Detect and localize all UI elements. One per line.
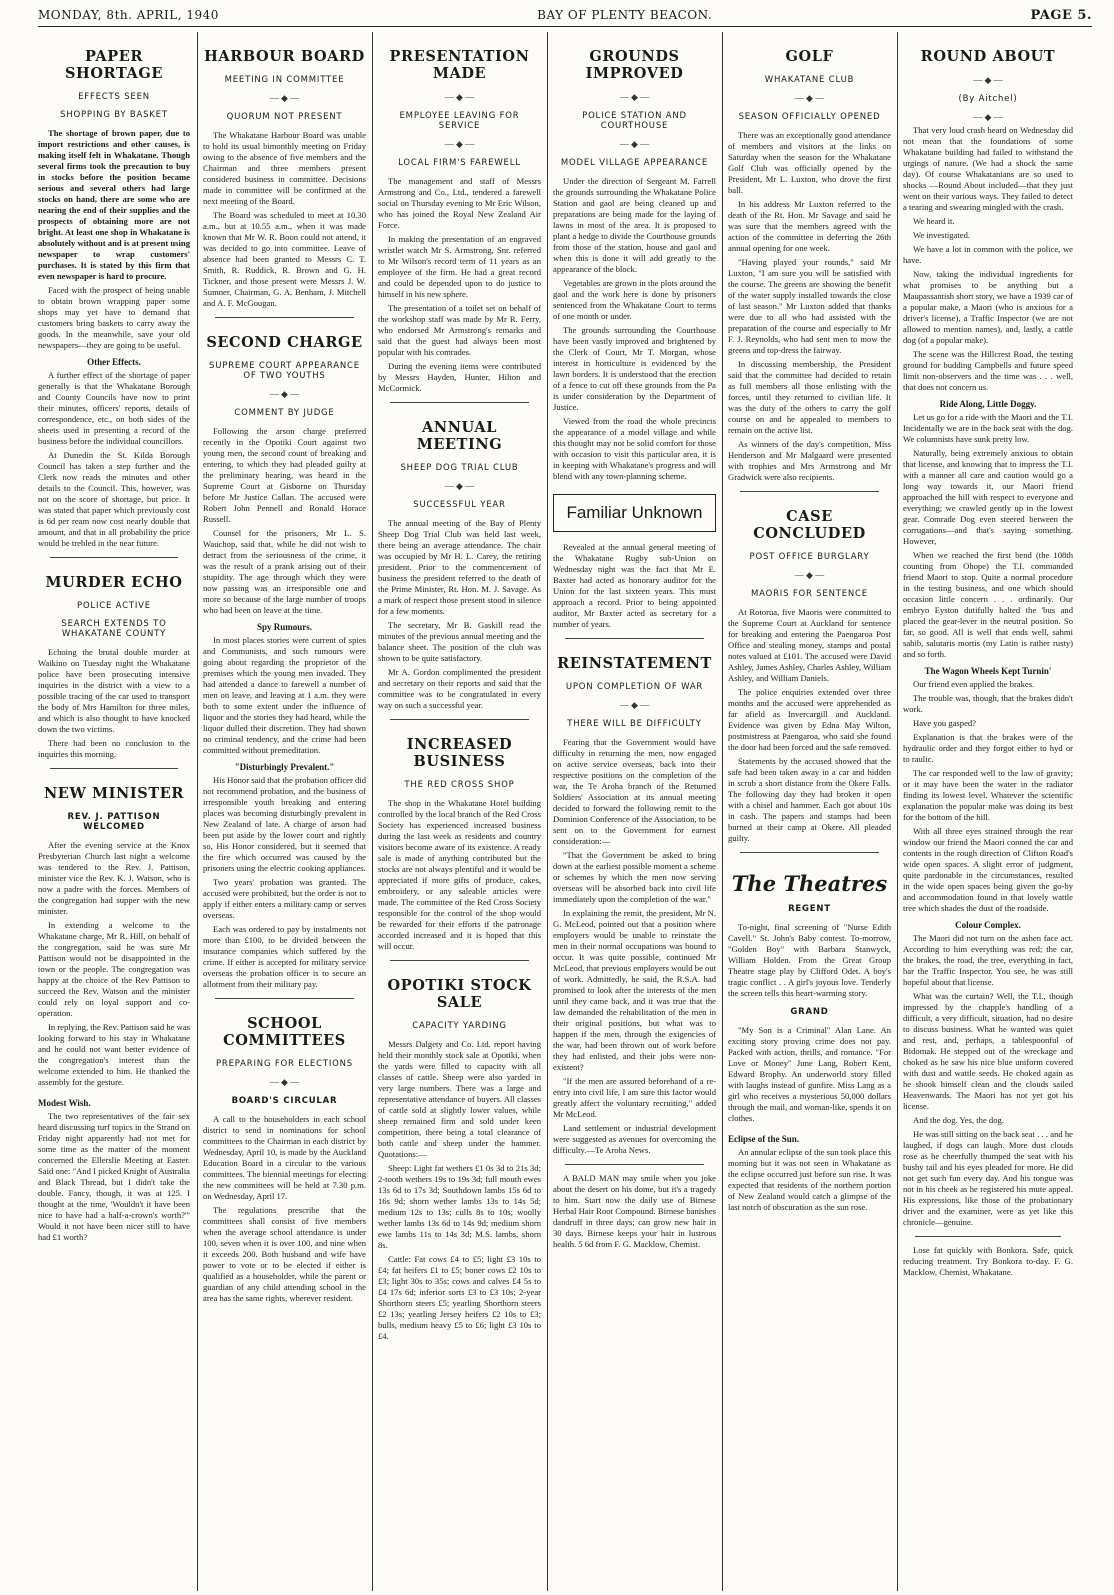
paragraph: In making the presentation of an engraved wristlet watch Mr S. Armstrong, Snr. referred to Mr Wilson's record term of 11 years as an employee of the firm. He had a great record and could be depended upon to do justice to himself in his new sphere.: [378, 234, 541, 299]
headline: ROUND ABOUT: [920, 48, 1056, 65]
paragraph: There had been no conclusion to the inquiries this morning.: [38, 738, 190, 759]
masthead: [38, 4, 1092, 27]
article-reinstatement: [553, 655, 716, 1156]
ornament: — ◆ —: [973, 75, 1003, 85]
paragraph: He was still sitting on the back seat . . . and he laughed, if dogs can laugh. More dust clouds rose as he cheerfully thumped the seat with his bushy tail and his eyes pleaded for more. He did not get such fun every day. And his tongue was not in his cheek as he registered his mute appeal. His expressions, like those of the probationary driver and the examiner, were as yet like this chronicle—genuine.: [903, 1129, 1073, 1227]
paragraph: The trouble was, though, that the brakes didn't work.: [903, 693, 1073, 714]
paragraph: A call to the householders in each school district to send in nominations for school committees to the Chairman in each district by Wednesday, April 10, is made by the Auckland Education Board in a circular to the various committees. The biennial meetings for electing the new committees will be held at 7.30 p.m. on Wednesday, April 17.: [203, 1114, 366, 1201]
paragraph: A further effect of the shortage of paper generally is that the Whakatane Borough and County Councils have now to print their minutes, officers' reports, details of correspondence, etc., on both sides of the sheets used in presenting a record of the business before the individual councillors.: [38, 370, 190, 446]
paragraph: The scene was the Hillcrest Road, the testing ground for budding Campbells and future speed limit non-observers and the time was . . . well, that does not concern us.: [903, 349, 1073, 392]
column-rule: [372, 32, 373, 1591]
paragraph: The shop in the Whakatane Hotel building controlled by the local branch of the Red Cross Society has experienced increased business during the last week as residents and country visitors become aware of its existence. A ready sale is made of anything contributed but the stocks are not always plentiful and it would be appreciated if more gifts of produce, cakes, embroidery, or any saleable articles were made. The committee of the Red Cross Society responsible for the control of the shop would be rewarded for their efforts if the patronage accorded increased and it is hoped that this will occur.: [378, 798, 541, 951]
article-increased-business: [378, 736, 541, 952]
article-annual-meeting: [378, 419, 541, 711]
newspaper-title: BAY OF PLENTY BEACON.: [537, 8, 713, 22]
paragraph: Now, taking the individual ingredients for what promises to be anything but a Maupassantish short story, we have a 1939 car of a popular make, a Maori (who is anxious for a driver's license), a Traffic Inspector (we are not allowed to mention names), and, lastly, a cattle dog (of a popular make).: [903, 269, 1073, 345]
paragraph: The presentation of a toilet set on behalf of the workshop staff was made by Mr R. Ferry, who endorsed Mr Armstrong's remarks and said that the guest had always been most popular with his comrades.: [378, 303, 541, 357]
subheading: SEARCH EXTENDS TO WHAKATANE COUNTY: [61, 619, 167, 639]
paragraph: The annual meeting of the Bay of Plenty Sheep Dog Trial Club was held last week, there being an average attendance. The chair was occupied by Mr H. L. Carey, the retiring president. Prior to the commencement of business the president referred to the death of the Prime Minister, Rt. Hon. M. J. Savage. As a mark of respect those present stood in silence for a few moments.: [378, 518, 541, 616]
paragraph: Two years' probation was granted. The accused were prohibited, but the order is not to apply if either enters a military camp or serves overseas.: [203, 877, 366, 920]
paragraph: His Honor said that the probation officer did not recommend probation, and the business of irresponsible youth breaking and entering places was becoming disturbingly prevalent in New Zealand of late. A charge of arson had been put aside by the lower court and rightly so, His Honor considered, but it seemed that the fire which occurred was caused by the prisoners using the electric cooking appliances.: [203, 775, 366, 873]
divider: [215, 998, 354, 999]
column-rule: [722, 32, 723, 1591]
familiar-unknown-headline: Familiar Unknown: [553, 494, 716, 532]
paragraph: The grounds surrounding the Courthouse have been vastly improved and brightened by the Clerk of Court, Mr T. Morgan, whose interest in horticulture is evidenced by the lawn borders. It is understood that the erection of a fence to cut off these grounds from the Pa is under consideration by the Department of Justice.: [553, 325, 716, 412]
paragraph: We have a lot in common with the police, we have.: [903, 244, 1073, 265]
ornament: — ◆ —: [619, 700, 650, 710]
theatres-headline: The Theatres: [731, 871, 888, 896]
divider: [50, 768, 178, 769]
section-subhead: The Wagon Wheels Kept Turnin': [924, 666, 1052, 676]
column-rule: [197, 32, 198, 1591]
subheading: UPON COMPLETION OF WAR: [565, 682, 704, 692]
paragraph: Counsel for the prisoners, Mr L. S. Wauchop, said that, while he did not wish to detract from the seriousness of the crime, it was the result of a prank arising out of their stupidity. The age through which they were now passing was an irresponsible one and more so because of the large number of troops who had been on leave at the time.: [203, 528, 366, 615]
article-murder-echo: [38, 574, 190, 760]
ornament: — ◆ —: [444, 481, 475, 491]
section-subhead: Other Effects.: [87, 357, 141, 367]
paragraph: "If the men are assured beforehand of a re-entry into civil life, I am sure this factor would greatly affect the voluntary recruiting," added Mr McLeod.: [553, 1076, 716, 1119]
divider: [390, 960, 529, 961]
headline: REINSTATEMENT: [557, 655, 712, 672]
paragraph: Statements by the accused showed that the safe had been taken away in a car and hidden in scrub a short distance from the Okere Falls. The following day they had broken it open with a chisel and hammer. Each got about 10s in cash. The papers and stamps had been burned at their camp at Okere. All pleaded guilty.: [728, 756, 891, 843]
paragraph: With all three eyes strained through the rear window our friend the Maori conned the car and contents in the rough direction of Clifton Road's wide open spaces. A slight error of judgment, quite pardonable in the circumstances, resulted in the wide open spaces being given the go-by and accommodation found in that lovely wattle tree which shades the dust of the roadside.: [903, 826, 1073, 913]
paragraph: Land settlement or industrial development were suggested as avenues for overcoming the difficulty.—Te Aroha News.: [553, 1123, 716, 1155]
advertisement: Lose fat quickly with Bonkora. Safe, quick reducing treatment. Try Bonkora to-day. F. G. Macklow, Chemist, Whakatane.: [903, 1245, 1073, 1277]
paragraph: We heard it.: [913, 216, 955, 226]
article-harbour-board: [203, 48, 366, 309]
paragraph: "That the Government be asked to bring down at the earliest possible moment a scheme or schemes by which the men now serving overseas will be absorbed back into civil life immediately upon the completion of the war.": [553, 850, 716, 904]
paragraph: Have you gasped?: [913, 718, 976, 728]
byline: (By Aitchel): [958, 94, 1018, 104]
paragraph: When we reached the first bend (the 108th counting from Ohope) the T.I. commanded friend Maori to stop. Quite a normal procedure in the testing business, and one which should occasion little concern . . . ordinarily. Our embryo Eyston dutifully halted the 'bus and placed the gear-lever in the neutral position. So far, so good. All is well that ends well, sahmi sahib, salutaris mortis (my Latin is rather rusty) and so forth.: [903, 550, 1073, 659]
divider: [740, 852, 879, 853]
paragraph: "My Son is a Criminal" Alan Lane. An exciting story proving crime does not pay. Packed with action, thrills, and romance. "For Love or Money" June Lang, Robert Kent, Edward Brophy. An underworld story filled with laughs instead of gunfire. Miss Lang as a girl who receives a mysterious 50,000 dollars through the mail, and woman-like, spends it on clothes.: [728, 1025, 891, 1123]
column-5: [728, 32, 891, 1591]
headline: NEW MINISTER: [43, 785, 185, 802]
subheading: QUORUM NOT PRESENT: [226, 112, 343, 122]
paragraph: The Board was scheduled to meet at 10.30 a.m., but at 10.55 a.m., when it was made known that Mr W. R. Boon could not attend, it was decided to go into committee. Leave of absence had been granted to Messrs C. T. Smith, R. Ruddick, R. Brown and G. H. Tickner, and those present were Messrs J. W. Sumner, Chairman, G. A. Benham, J. Mitchell and A. F. McGougan.: [203, 210, 366, 308]
subheading: REGENT: [788, 904, 831, 914]
ornament: — ◆ —: [794, 570, 825, 580]
headline: PAPER SHORTAGE: [64, 48, 164, 82]
paragraph: And the dog. Yes, the dog.: [913, 1115, 1004, 1125]
subheading: POLICE STATION AND COURTHOUSE: [582, 111, 687, 131]
paragraph: During the evening items were contributed by Messrs Hayden, Hunter, Hilton and McCormick.: [378, 361, 541, 393]
subheading: SUCCESSFUL YEAR: [413, 500, 506, 510]
subheading: BOARD'S CIRCULAR: [231, 1096, 338, 1106]
article-second-charge: [203, 334, 366, 990]
paragraph: The car responded well to the law of gravity; or it may have been the water in the radiator finding its lowest level. Whatever the scientific explanation the popular make was doing its best for the bottom of the hill.: [903, 768, 1073, 822]
headline: MURDER ECHO: [45, 574, 183, 591]
divider: [565, 638, 704, 639]
subheading: MAORIS FOR SENTENCE: [751, 589, 868, 599]
divider: [915, 1236, 1061, 1237]
paragraph: The police enquiries extended over three months and the accused were apprehended as far afield as Invercargill and Auckland. Evidence was given by Edna May Wilton, postmistress at Paengaroa, who said she found the door had been forced and the safe removed.: [728, 687, 891, 752]
article-presentation-made: [378, 48, 541, 394]
paragraph: Explanation is that the brakes were of the hydraulic order and they forgot either to hyd or to raulic.: [903, 732, 1073, 764]
subheading: THERE WILL BE DIFFICULTY: [567, 719, 702, 729]
headline: SECOND CHARGE: [206, 334, 363, 351]
subheading: MEETING IN COMMITTEE: [224, 75, 345, 85]
column-2: [203, 32, 366, 1591]
headline: GROUNDS IMPROVED: [585, 48, 684, 82]
paragraph: Vegetables are grown in the plots around the gaol and the work here is done by prisoners sentenced from the Whakatane Court to terms of one month or under.: [553, 278, 716, 321]
paragraph: As winners of the day's competition, Miss Henderson and Mr Malgaard were presented with trophies and Mrs Armstrong and Mr Gradwick were also recipients.: [728, 439, 891, 482]
subheading: SUPREME COURT APPEARANCE OF TWO YOUTHS: [209, 361, 360, 381]
paragraph: The Whakatane Harbour Board was unable to hold its usual bimonthly meeting on Friday owing to the absence of five members and the Chairman and three members present considered business in committee. Decisions made in committee will be confirmed at the next meeting of the Board.: [203, 130, 366, 206]
ornament: — ◆ —: [269, 93, 300, 103]
paragraph: In discussing membership, the President said that the committee had decided to retain as full members all those enlisting with the forces, until they returned to civilian life. It was the duty of the others to carry the golf course on and he appealed to members to remain on the active list.: [728, 359, 891, 435]
column-rule: [897, 32, 898, 1591]
paragraph: To-night, final screening of "Nurse Edith Cavell." St. John's Baby contest. To-morrow, "Golden Boy" with Barbara Stanwyck, William Holden. From the Great Group Theatre stage play by Clifford Odet. A boy's tragic conflict . . A girl's joyous love. Tenderly the screen tells this heart-warming story.: [728, 922, 891, 998]
section-subhead: Spy Rumours.: [256, 622, 312, 632]
divider: [390, 719, 529, 720]
column-1: [38, 32, 190, 1591]
subheading: EMPLOYEE LEAVING FOR SERVICE: [399, 111, 520, 131]
headline: INCREASED BUSINESS: [406, 736, 513, 770]
subheading: WHAKATANE CLUB: [764, 75, 855, 85]
section-subhead: Modest Wish.: [38, 1098, 91, 1108]
paragraph: Under the direction of Sergeant M. Farrell the grounds surrounding the Whakatane Police Station and gaol are being cleaned up and preparations are being made for the laying of lawns in most of the area. It is proposed to plant a hedge to divide the Courthouse grounds from those of the station, house and gaol and when this is done it will add greatly to the appearance of the block.: [553, 176, 716, 274]
article-paper-shortage: [38, 48, 190, 549]
section-subhead: "Disturbingly Prevalent.": [234, 762, 335, 772]
paragraph: In replying, the Rev. Pattison said he was looking forward to his stay in Whakatane and he could not want better evidence of the congregation's interest than the welcome extended to him. He thanked the assembly for the gesture.: [38, 1022, 190, 1087]
subheading: POST OFFICE BURGLARY: [749, 552, 870, 562]
paragraph: Mr A. Gordon complimented the president and secretary on their reports and said that the committee was to be congratulated in every way on such a successful year.: [378, 667, 541, 710]
paragraph: The Maori did not turn on the ashen face act. According to him everything was red; the car, the brakes, the road, the tree, everything in fact, bar the Traffic Inspector. You see, he was still hopeful about that license.: [903, 933, 1073, 987]
paragraph: In explaining the remit, the president, Mr N. G. McLeod, pointed out that a position where employers would be unable to reinstate the men in their normal occupations was bound to occur. It was quite possible, continued Mr McLeod, that previous employers would be out of work. Admittedly, he said, the R.S.A. had promised to look after the interests of the men until they came back, and it was true that the law demanded the rehabilitation of the men in their original positions, but what was to happen if the men, through the exigencies of the war, had been thrown out of work before they had enlisted, and their jobs were non-existent?: [553, 908, 716, 1072]
article-school-committees: [203, 1015, 366, 1304]
paragraph: "Having played your rounds," said Mr Luxton, "I am sure you will be satisfied with the course. The greens are showing the benefit of the water supply installed towards the close of last season." Mr Luxton added that thanks were due to all who had assisted with the preparation of the course and especially to Mr F. J. Reynolds, who had sent men to mow the greens and top-dress the fairway.: [728, 257, 891, 355]
headline: PRESENTATION MADE: [389, 48, 530, 82]
paragraph: Naturally, being extremely anxious to obtain that license, and knowing that to impress the T.I. with a manner all care and caution would go a long way towards it, our Maori friend approached the hill with respect to everyone and everything; we crawled gently up in the lowest gear. Comrade Dog even steered between the corrugations—and that's saying something. However,: [903, 448, 1073, 546]
paragraph: Messrs Dalgety and Co. Ltd. report having held their monthly stock sale at Opotiki, when the yards were filled to capacity with all classes of cattle. Sheep were also yarded in very large numbers. There was a large and representative attendance of buyers. All classes of cattle sold at slightly lower values, while sheep remained firm and sold under keen competition, there being a total clearance of both cattle and sheep under the hammer. Quotations:—: [378, 1039, 541, 1159]
paragraph: Faced with the prospect of being unable to obtain brown wrapping paper some shops may yet have to demand that customers bring baskets to carry away the goods. In the meanwhile, save your old newspapers—they are going to be useful.: [38, 285, 190, 350]
paragraph: The regulations prescribe that the committees shall consist of five members when the average school attendance is under 100, seven when it is over 100, and nine when it exceeds 200. Both husband and wife have power to vote or to be elected if either is qualified as a householder, while the parent or guardian of any child attending school in the area has the same rights, wherever resident.: [203, 1205, 366, 1303]
subheading: THE RED CROSS SHOP: [404, 780, 515, 790]
advertisement: A BALD MAN may smile when you joke about the desert on his dome, but it's a tragedy to him. Start now the daily use of Birnese Herbal Hair Root Compound. Birnese banishes dandruff in three days; can grow new hair in 30 days. Birnese keeps your hair in lustrous health. 5 6d from F. G. Macklow, Chemist.: [553, 1173, 716, 1249]
subheading: EFFECTS SEEN: [78, 92, 150, 102]
divider: [740, 491, 879, 492]
issue-date: MONDAY, 8th. APRIL, 1940: [38, 8, 219, 22]
paragraph: At Rotorua, five Maoris were committed to the Supreme Court at Auckland for sentence for breaking and entering the Paengaroa Post Office and stealing money, stamps and postal notes valued at £101. The accused were David Ashley, James Ashley, Charles Ashley, William Ashley, and William Daniels.: [728, 607, 891, 683]
paragraph: Echoing the brutal double murder at Waikino on Tuesday night the Whakatane police have been prosecuting intensive inquiries in the district with a view to a possible tracing of the car used to transport the body of Mrs Hamilton for three miles, and which is also thought to have knocked down the two victims.: [38, 647, 190, 734]
paragraph: After the evening service at the Knox Presbyterian Church last night a welcome was tendered to the Rev. J. Pattison, minister vice the Rev. K. J. Watson, who is now a padre with the forces. Members of the congregation had supper with the new minister.: [38, 840, 190, 916]
paragraph: In his address Mr Luxton referred to the death of the Rt. Hon. Mr Savage and said he was sure that the members agreed with the action of the committee in deferring the 26th annual opening for one week.: [728, 199, 891, 253]
article-grounds-improved: [553, 48, 716, 482]
paragraph: That very loud crash heard on Wednesday did not mean that the foundations of some Whakatane building had failed to withstand the urgings of nature. (We had a shock the same day). Of course Whakatanians are so used to shocks —Round About included—that they just went on their various ways. They failed to detect a tearing and swearing mingled with the crash.: [903, 125, 1073, 212]
subheading: SEASON OFFICIALLY OPENED: [738, 112, 881, 122]
subheading: MODEL VILLAGE APPEARANCE: [560, 158, 709, 168]
headline: ANNUAL MEETING: [416, 419, 503, 453]
column-3: [378, 32, 541, 1591]
section-subhead: Colour Complex.: [955, 920, 1021, 930]
article-opotiki-stock-sale: [378, 977, 541, 1342]
ornament: — ◆ —: [619, 139, 650, 149]
subheading: REV. J. PATTISON WELCOMED: [67, 812, 161, 832]
ornament: — ◆ —: [444, 92, 475, 102]
paragraph: Cattle: Fat cows £4 to £5; light £3 10s to £4; fat heifers £1 to £5; boner cows £2 10s to £3; light 30s to 35s; cows and calves £4 5s to £4 17s 6d; inferior sorts £3 to £3 10s; 2-year Shorthorn steers £5; yearling Shorthorn steers £2 13s; yearling Jersey heifers £2 10s to £3; bulls, medium heavy £5 to £6; light £3 10s to £4.: [378, 1254, 541, 1341]
section-subhead: Eclipse of the Sun.: [728, 1134, 800, 1144]
paragraph: At Dunedin the St. Kilda Borough Council has taken a step further and the Clerk now reads the minutes and other details to the Council. This, however, was not on the score of shortage, but price. It was stated that paper which previously cost is 6d per ream now cost nearly double that amount, and that in all probability the price would be trebled in the near future.: [38, 450, 190, 548]
headline: OPOTIKI STOCK SALE: [387, 977, 532, 1011]
article-theatres: [728, 871, 891, 1213]
subheading: PREPARING FOR ELECTIONS: [215, 1059, 353, 1069]
paragraph: The shortage of brown paper, due to import restrictions and other causes, is making itself felt in Whakatane. Though several firms took the precaution to buy in stocks before the position became serious and several others had large stocks on hand, there are some who are nearing the end of their supplies and the prospects of obtaining more are not bright. At least one shop in Whakatane is absolutely without and is at present using newspaper to wrap customers' purchases. It is stated by this firm that even newspaper is hard to procure.: [38, 128, 190, 281]
article-case-concluded: [728, 508, 891, 844]
paragraph: What was the curtain? Well, the T.I., though impressed by the chapple's handling of a difficult, a very difficult, situation, had no desire to discuss business. What he wanted was quiet and rest, and, perhaps, a tablespoonful of Bidomak. He stepped out of the wreckage and choked as he saw his nice blue uniform covered with dust and wattle seeds. He choked again as he shook himself clean and the clouds sailed Heavenwards. The Maori has not yet got his license.: [903, 991, 1073, 1111]
divider: [215, 317, 354, 318]
paragraph: Following the arson charge preferred recently in the Opotiki Court against two young men, the second count of breaking and entering, to which they had pleaded guilty at the preliminary hearing, was heard in the Supreme Court at Gisborne on Thursday before Mr Justice Callan. The accused were Robert John Pennell and Ronald Horace Russell.: [203, 426, 366, 524]
ornament: — ◆ —: [444, 139, 475, 149]
ornament: — ◆ —: [269, 389, 300, 399]
paragraph: The management and staff of Messrs Armstrong and Co., Ltd., tendered a farewell social on Thursday evening to Mr Eric Wilson, who has joined the Royal New Zealand Air Force.: [378, 176, 541, 230]
paragraph: Fearing that the Government would have difficulty in returning the men, now engaged on active service overseas, back into their respective positions on the completion of the war, the Te Aroha branch of the Returned Soldiers' Association at its annual meeting decided to forward the following remit to the Dominion Conference of the Association, to be sent on to the Government for earnest consideration:—: [553, 737, 716, 846]
paragraph: There was an exceptionally good attendance of members and visitors at the links on Saturday when the season for the Whakatane Golf Club was officially opened by the President, Mr L. Luxton, who drove the first ball.: [728, 130, 891, 195]
subheading: POLICE ACTIVE: [77, 601, 151, 611]
article-round-about: [903, 48, 1073, 1228]
subheading: SHEEP DOG TRIAL CLUB: [400, 463, 519, 473]
subheading: COMMENT BY JUDGE: [234, 408, 335, 418]
subheading: GRAND: [790, 1007, 829, 1017]
column-rule: [547, 32, 548, 1591]
paragraph: We investigated.: [913, 230, 971, 240]
paragraph: An annular eclipse of the sun took place this morning but it was not seen in Whakatane as the eclipse occurred just before sun rise. It was expected that residents of the northern portion of New Zealand would catch a glimpse of the last notch of obscuration as the sun rose.: [728, 1147, 891, 1212]
subheading: SHOPPING BY BASKET: [60, 110, 168, 120]
section-subhead: Ride Along, Little Doggy.: [939, 399, 1037, 409]
paragraph: Revealed at the annual general meeting of the Whakatane Rugby sub-Union on Wednesday night was the fact that Mr E. Baxter had acted as honorary auditor for the Union for the last sixteen years. This must approach a record. Prior to being appointed auditor, Mr Baxter acted as secretary for a number of years.: [553, 542, 716, 629]
paragraph: The secretary, Mr B. Gaskill read the minutes of the previous annual meeting and the balance sheet. The position of the club was shown to be quite satisfactory.: [378, 620, 541, 663]
divider: [50, 557, 178, 558]
divider: [565, 1164, 704, 1165]
paragraph: In extending a welcome to the Whakatane charge, Mr R. Hill, on behalf of the congregation, said he was sure Mr Pattison would not be disappointed in the town or the people. The congregation was happy at the choice of the Rev Pattison to succeed the Rev. Watson and the minister could rely on loyal support and co-operation.: [38, 920, 190, 1018]
paragraph: Let us go for a ride with the Maori and the T.I. Incidentally we are in the back seat with the dog. We columnists have sunk pretty low.: [903, 412, 1073, 444]
ornament: — ◆ —: [794, 93, 825, 103]
headline: HARBOUR BOARD: [204, 48, 365, 65]
paragraph: Sheep: Light fat wethers £1 0s 3d to 21s 3d; 2-tooth wethers 19s to 19s 3d; full mouth ewes 13s 6d to 17s 3d; Southdown lambs 15s 6d to 16s 9d; shorn wether lambs 13s to 14s 5d; medium 12s to 13s; culls 8s to 10s; woolly wether lambs 13s 6d to 14s 9d; medium shorn ewe lambs 11s to 14s 3d; M.S. lambs, shorn 8s.: [378, 1163, 541, 1250]
subheading: LOCAL FIRM'S FAREWELL: [398, 158, 521, 168]
ornament: — ◆ —: [973, 112, 1003, 122]
paragraph: In most places stories were current of spies and Communists, and such rumours were going about regarding the proprietor of the premises which the young men invaded. They had attended a dance to farewell a number of men on leave, and leaving at 1 a.m. they were both to some extent under the influence of liquor and the stories they had heard, while the liquor dulled their discretion. They had shown no criminal tendency, and the crime had been committed without premeditation.: [203, 635, 366, 755]
column-6: [903, 32, 1073, 1591]
headline: CASE CONCLUDED: [753, 508, 866, 542]
article-new-minister: [38, 785, 190, 1243]
paragraph: Each was ordered to pay by instalments not more than £100, to be divided between the insurance companies which suffered by the crime. If either is accepted for military service overseas the probation officer is to secure an allotment from their military pay.: [203, 924, 366, 989]
page-number: PAGE 5.: [1030, 7, 1092, 23]
article-golf: [728, 48, 891, 483]
ornament: — ◆ —: [619, 92, 650, 102]
divider: [390, 402, 529, 403]
ornament: — ◆ —: [269, 1077, 300, 1087]
headline: SCHOOL COMMITTEES: [223, 1015, 346, 1049]
subheading: CAPACITY YARDING: [412, 1021, 507, 1031]
headline: GOLF: [785, 48, 834, 65]
paragraph: Viewed from the road the whole precincts the appearance of a model village and while this thought may not be solid comfort for those with occasion to visit this particular area, it is in keeping with Whakatane's progress and will blend with any town-planning scheme.: [553, 416, 716, 481]
paragraph: The two representatives of the fair sex heard discussing turf topics in the Strand on Friday night apparently had not met for some time as the matter of the moment concerned the Ellerslie Meeting at Easter. Said one: "And I picked Knight of Australia and Black Thread, but I didn't take the double. Fancy, though, it was at 125. I thought at the time, 'Wouldn't it have been nice to have had a half-a-crown's worth?'" Would it not have been nicer still to have had £1 worth?: [38, 1111, 190, 1242]
column-4: [553, 32, 716, 1591]
paragraph: Our friend even applied the brakes.: [913, 679, 1035, 689]
